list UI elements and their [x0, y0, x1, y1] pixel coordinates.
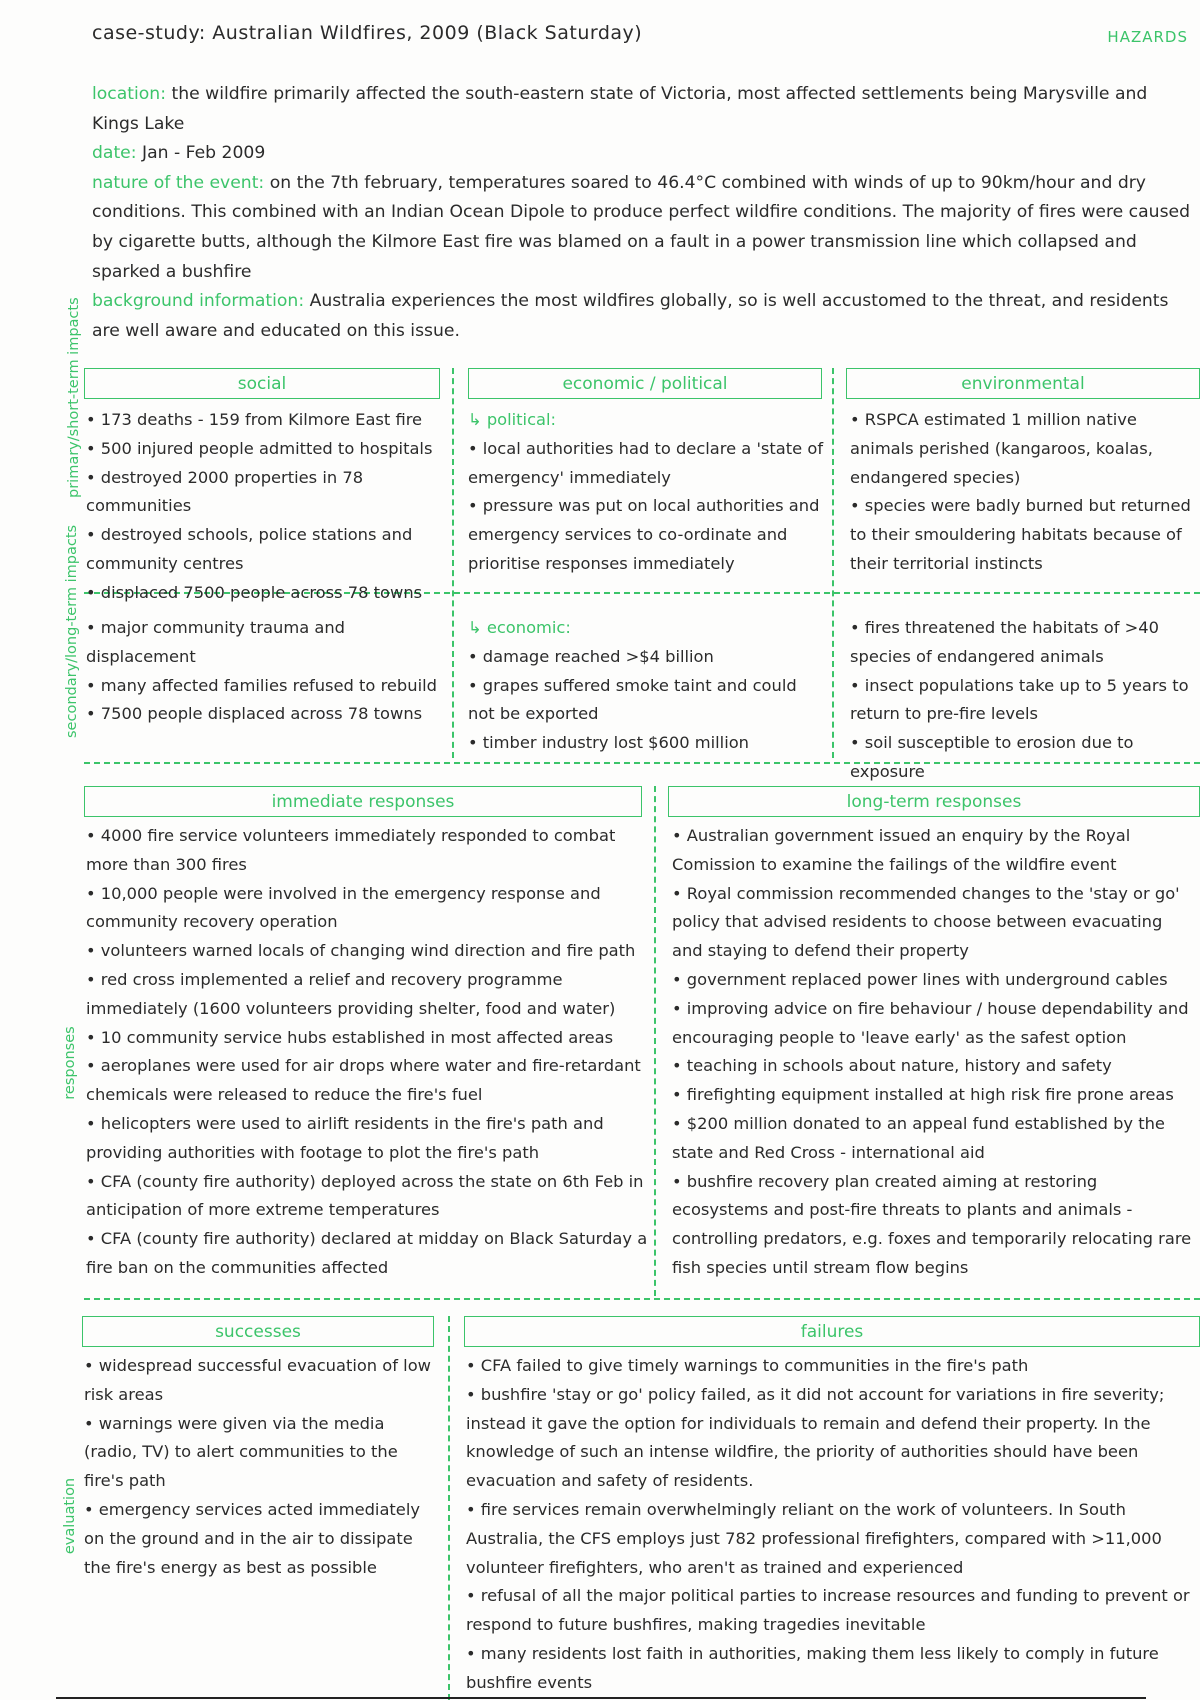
list-item: • 500 injured people admitted to hospitals — [86, 438, 433, 458]
list-item: • $200 million donated to an appeal fund established by the state and Red Cross - international aid — [672, 1113, 1165, 1162]
nature-paragraph — [92, 169, 1192, 287]
list-item: • improving advice on fire behaviour / house dependability and encouraging people to 'leave early' as the safest option — [672, 998, 1189, 1047]
list-item: • RSPCA estimated 1 million native animals perished (kangaroos, koalas, endangered species) — [850, 410, 1153, 487]
background-text: Australia experiences the most wildfires globally, so is well accustomed to the threat, and residents are well aware and educated on this issue. — [92, 291, 1169, 341]
list-item: • soil susceptible to erosion due to exposure — [850, 733, 1134, 781]
economic-label: ↳ economic: — [468, 618, 571, 637]
location-paragraph — [92, 80, 1192, 139]
list-item: • bushfire 'stay or go' policy failed, as it did not account for variations in fire severity; instead it gave the option for individuals to remain and defend their property. In the knowledge of such an intense wildfire, the priority of authorities should have been evacuation and safety of residents. — [466, 1384, 1165, 1491]
list-item: • widespread successful evacuation of low risk areas — [84, 1356, 431, 1404]
economic-secondary-cell — [468, 614, 828, 758]
list-item: • 4000 fire service volunteers immediately responded to combat more than 300 fires — [86, 826, 616, 874]
social-secondary-cell — [86, 614, 448, 729]
nature-text: on the 7th february, temperatures soared to 46.4°C combined with winds of up to 90km/hour and dry conditions. This combined with an Indian Ocean Dipole to produce perfect wildfire conditions. The majority of fires were caused by cigarette butts, although the Kilmore East fire was blamed on a fault in a power transmission line which collapsed and sparked a bushfire — [92, 172, 1191, 282]
background-label: background information: — [92, 291, 305, 312]
successes-list — [84, 1352, 440, 1582]
economic-political-header: economic / political — [468, 368, 822, 399]
immediate-responses-cell — [86, 822, 648, 1283]
list-item: • insect populations take up to 5 years to return to pre-fire levels — [850, 675, 1189, 724]
subject-tag: HAZARDS — [1107, 28, 1188, 46]
list-item: • 7500 people displaced across 78 towns — [86, 704, 423, 724]
list-item: • 173 deaths - 159 from Kilmore East fire — [86, 410, 423, 429]
list-item: • helicopters were used to airlift residents in the fire's path and providing authorities with footage to plot the fire's path — [86, 1113, 604, 1162]
list-item: • species were badly burned but returned to their smouldering habitats because of their territorial instincts — [850, 496, 1191, 573]
longterm-responses-list — [672, 822, 1198, 1283]
list-item: • 10 community service hubs established in most affected areas — [86, 1027, 614, 1047]
list-item: • fire services remain overwhelmingly reliant on the work of volunteers. In South Australia, the CFS employs just 782 professional firefighters, compared with >11,000 volunteer firefighters, who aren't as trained and experienced — [466, 1499, 1162, 1577]
social-primary-list — [86, 406, 446, 608]
impacts-divider-v2 — [832, 368, 834, 758]
list-item: • damage reached >$4 billion — [468, 646, 714, 666]
environmental-header: environmental — [846, 368, 1200, 399]
responses-divider-bottom — [84, 1298, 1200, 1300]
failures-header: failures — [464, 1316, 1200, 1347]
evaluation-divider-v — [448, 1316, 450, 1700]
environmental-primary-cell — [850, 406, 1195, 579]
list-item: • aeroplanes were used for air drops where water and fire-retardant chemicals were released to reduce the fire's fuel — [86, 1056, 641, 1105]
list-item: • CFA failed to give timely warnings to communities in the fire's path — [466, 1356, 1029, 1375]
longterm-responses-cell — [672, 822, 1198, 1283]
immediate-responses-header: immediate responses — [84, 786, 642, 817]
list-item: • volunteers warned locals of changing wind direction and fire path — [86, 941, 636, 961]
list-item: • refusal of all the major political parties to increase resources and funding to prevent or respond to future bushfires, making tragedies inevitable — [466, 1586, 1190, 1635]
nature-label: nature of the event: — [92, 172, 265, 193]
list-item: • grapes suffered smoke taint and could not be exported — [468, 675, 797, 724]
side-label-secondary: secondary/long-term impacts — [64, 524, 80, 738]
successes-cell — [84, 1352, 440, 1582]
list-item: • Australian government issued an enquiry by the Royal Comission to examine the failings of the wildfire event — [672, 826, 1131, 874]
political-primary-cell — [468, 406, 828, 579]
list-item: • 10,000 people were involved in the emergency response and community recovery operation — [86, 883, 601, 932]
environmental-secondary-list — [850, 614, 1195, 787]
responses-divider-v — [654, 786, 656, 1296]
political-primary-list — [468, 435, 828, 579]
list-item: • destroyed schools, police stations and community centres — [86, 525, 413, 573]
list-item: • red cross implemented a relief and recovery programme immediately (1600 volunteers providing shelter, food and water) — [86, 969, 616, 1018]
location-text: the wildfire primarily affected the south-eastern state of Victoria, most affected settlements being Marysville and Kings Lake — [92, 84, 1148, 134]
environmental-secondary-cell — [850, 614, 1195, 787]
economic-secondary-list — [468, 643, 828, 758]
list-item: • pressure was put on local authorities and emergency services to co-ordinate and prioritise responses immediately — [468, 496, 820, 573]
list-item: • CFA (county fire authority) deployed across the state on 6th Feb in anticipation of more extreme temperatures — [86, 1171, 644, 1220]
list-item: • fires threatened the habitats of >40 species of endangered animals — [850, 618, 1160, 666]
environmental-primary-list — [850, 406, 1195, 579]
date-label: date: — [92, 143, 137, 164]
impacts-divider-v1 — [452, 368, 454, 758]
list-item: • CFA (county fire authority) declared at midday on Black Saturday a fire ban on the communities affected — [86, 1229, 648, 1277]
list-item: • displaced 7500 people across 78 towns — [86, 582, 423, 602]
list-item: • local authorities had to declare a 'state of emergency' immediately — [468, 438, 824, 487]
list-item: • major community trauma and displacement — [86, 618, 345, 666]
side-label-responses: responses — [62, 1026, 78, 1100]
list-item: • firefighting equipment installed at high risk fire prone areas — [672, 1085, 1174, 1105]
social-primary-cell — [86, 406, 446, 608]
longterm-responses-header: long-term responses — [668, 786, 1200, 817]
failures-cell — [466, 1352, 1198, 1698]
social-header: social — [84, 368, 440, 399]
list-item: • emergency services acted immediately on the ground and in the air to dissipate the fire's energy as best as possible — [84, 1499, 420, 1577]
social-secondary-list — [86, 614, 448, 729]
list-item: • Royal commission recommended changes to the 'stay or go' policy that advised residents to choose between evacuating and staying to defend their property — [672, 883, 1180, 961]
list-item: • bushfire recovery plan created aiming at restoring ecosystems and post-fire threats to plants and animals - controlling predators, e.g. foxes and temporarily relocating rare fish species until stream flow begins — [672, 1171, 1192, 1277]
side-label-primary: primary/short-term impacts — [66, 297, 82, 498]
background-paragraph — [92, 287, 1192, 346]
list-item: • timber industry lost $600 million — [468, 733, 750, 753]
political-label: ↳ political: — [468, 410, 557, 429]
location-label: location: — [92, 84, 166, 104]
list-item: • many affected families refused to rebuild — [86, 675, 437, 695]
failures-list — [466, 1352, 1198, 1698]
list-item: • government replaced power lines with underground cables — [672, 969, 1168, 989]
list-item: • many residents lost faith in authorities, making them less likely to comply in future bushfire events — [466, 1643, 1159, 1692]
list-item: • teaching in schools about nature, history and safety — [672, 1056, 1112, 1076]
successes-header: successes — [82, 1316, 434, 1347]
page-title: case-study: Australian Wildfires, 2009 (Black Saturday) — [92, 22, 643, 44]
page-bottom-rule — [56, 1697, 1146, 1699]
date-paragraph — [92, 139, 1192, 169]
immediate-responses-list — [86, 822, 648, 1283]
list-item: • destroyed 2000 properties in 78 communities — [86, 467, 364, 516]
date-text: Jan - Feb 2009 — [142, 143, 266, 164]
list-item: • warnings were given via the media (radio, TV) to alert communities to the fire's path — [84, 1413, 398, 1491]
side-label-evaluation: evaluation — [62, 1477, 78, 1555]
intro-section — [92, 80, 1192, 346]
